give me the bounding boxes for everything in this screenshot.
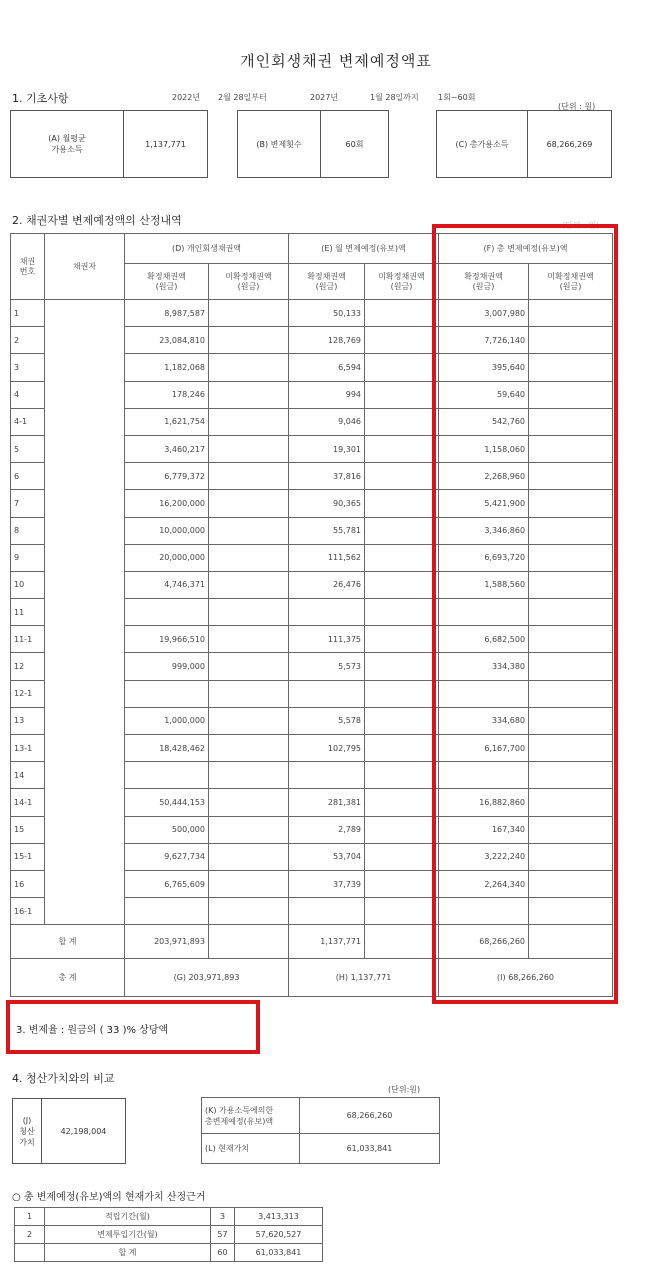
total-g: (G) 203,971,893 <box>125 959 289 997</box>
row-e-confirmed: 111,375 <box>289 626 365 653</box>
row-d-unconfirmed <box>209 517 289 544</box>
row-d-confirmed: 3,460,217 <box>125 435 209 462</box>
row-d-unconfirmed <box>209 571 289 598</box>
row-d-confirmed <box>125 599 209 626</box>
row-e-unconfirmed <box>365 599 439 626</box>
row-d-confirmed: 50,444,153 <box>125 789 209 816</box>
row-e-confirmed: 37,739 <box>289 870 365 897</box>
head-no: 채권 번호 <box>11 234 45 300</box>
comparison-table <box>201 1097 440 1164</box>
pv-label: 적립기간(월) <box>45 1208 211 1226</box>
row-e-unconfirmed <box>365 490 439 517</box>
row-e-confirmed: 9,046 <box>289 408 365 435</box>
row-d-confirmed: 1,000,000 <box>125 707 209 734</box>
pv-total-months: 60 <box>211 1244 235 1262</box>
creditor-names-column <box>45 300 125 925</box>
box-c-label: (C) 총가용소득 <box>437 111 528 177</box>
head-f: (F) 총 변제예정(유보)액 <box>439 234 613 264</box>
box-a-label: (A) 월평균 가용소득 <box>11 111 124 177</box>
period-start: 2022년 <box>172 93 201 102</box>
row-no: 14-1 <box>11 789 45 816</box>
row-no: 15 <box>11 816 45 843</box>
row-d-unconfirmed <box>209 463 289 490</box>
row-f-confirmed: 334,680 <box>439 707 529 734</box>
pv-row <box>15 1208 323 1226</box>
sum-label: 합 계 <box>11 925 125 959</box>
row-e-unconfirmed <box>365 653 439 680</box>
sum-f: 68,266,260 <box>439 925 529 959</box>
highlight-f-column <box>432 224 618 1004</box>
pv-months: 57 <box>211 1226 235 1244</box>
total-h: (H) 1,137,771 <box>289 959 439 997</box>
row-f-confirmed: 395,640 <box>439 354 529 381</box>
row-d-confirmed <box>125 762 209 789</box>
row-e-unconfirmed <box>365 354 439 381</box>
row-d-confirmed: 1,182,068 <box>125 354 209 381</box>
row-d-confirmed: 9,627,734 <box>125 843 209 870</box>
row-no: 13 <box>11 707 45 734</box>
row-f-confirmed: 6,682,500 <box>439 626 529 653</box>
row-e-confirmed: 55,781 <box>289 517 365 544</box>
row-d-confirmed: 4,746,371 <box>125 571 209 598</box>
row-f-confirmed: 6,693,720 <box>439 544 529 571</box>
row-e-confirmed: 19,301 <box>289 435 365 462</box>
row-e-confirmed: 128,769 <box>289 327 365 354</box>
box-b-label: (B) 변제횟수 <box>238 111 321 177</box>
row-e-unconfirmed <box>365 544 439 571</box>
row-f-confirmed: 1,158,060 <box>439 435 529 462</box>
row-d-confirmed: 20,000,000 <box>125 544 209 571</box>
document-title: 개인회생채권 변제예정액표 <box>240 52 432 70</box>
box-c-value: 68,266,269 <box>546 139 593 149</box>
row-no: 11-1 <box>11 626 45 653</box>
section1-heading: 1. 기초사항 <box>12 92 69 105</box>
row-d-unconfirmed <box>209 870 289 897</box>
row-e-confirmed: 2,789 <box>289 816 365 843</box>
row-e-confirmed: 5,578 <box>289 707 365 734</box>
row-f-confirmed: 2,268,960 <box>439 463 529 490</box>
row-d-confirmed: 23,084,810 <box>125 327 209 354</box>
row-e-confirmed: 90,365 <box>289 490 365 517</box>
row-d-unconfirmed <box>209 599 289 626</box>
row-e-confirmed: 5,573 <box>289 653 365 680</box>
row-d-confirmed <box>125 680 209 707</box>
row-f-confirmed: 542,760 <box>439 408 529 435</box>
row-e-unconfirmed <box>365 898 439 925</box>
row-e-unconfirmed <box>365 327 439 354</box>
row-d-unconfirmed <box>209 626 289 653</box>
row-f-confirmed: 3,222,240 <box>439 843 529 870</box>
pv-no: 2 <box>15 1226 45 1244</box>
row-d-unconfirmed <box>209 762 289 789</box>
box-j-value: 42,198,004 <box>60 1126 107 1136</box>
row-no: 6 <box>11 463 45 490</box>
row-d-confirmed: 19,966,510 <box>125 626 209 653</box>
pv-months: 3 <box>211 1208 235 1226</box>
row-e-confirmed <box>289 762 365 789</box>
row-d-unconfirmed <box>209 680 289 707</box>
row-f-confirmed: 1,588,560 <box>439 571 529 598</box>
row-d-unconfirmed <box>209 490 289 517</box>
box-k-label: (K) 가용소득에의한 총변제예정(유보)액 <box>202 1098 300 1134</box>
row-d-unconfirmed <box>209 327 289 354</box>
row-d-confirmed: 16,200,000 <box>125 490 209 517</box>
row-d-unconfirmed <box>209 544 289 571</box>
row-no: 10 <box>11 571 45 598</box>
pv-value: 57,620,527 <box>235 1226 323 1244</box>
section5-heading: ○ 총 변제예정(유보)액의 현재가치 산정근거 <box>12 1192 206 1203</box>
row-f-confirmed: 16,882,860 <box>439 789 529 816</box>
row-f-confirmed: 334,380 <box>439 653 529 680</box>
sum-d: 203,971,893 <box>125 925 209 959</box>
row-no: 5 <box>11 435 45 462</box>
row-e-confirmed: 6,594 <box>289 354 365 381</box>
row-f-confirmed: 5,421,900 <box>439 490 529 517</box>
repayment-rate: 3. 변제율 : 원금의 ( 33 )% 상당액 <box>16 1025 169 1036</box>
row-d-confirmed <box>125 898 209 925</box>
row-d-unconfirmed <box>209 707 289 734</box>
row-no: 7 <box>11 490 45 517</box>
row-e-unconfirmed <box>365 571 439 598</box>
pv-label: 변제투입기간(월) <box>45 1226 211 1244</box>
row-e-unconfirmed <box>365 735 439 762</box>
row-e-unconfirmed <box>365 408 439 435</box>
row-e-confirmed: 994 <box>289 381 365 408</box>
total-i: (I) 68,266,260 <box>439 959 613 997</box>
row-no: 8 <box>11 517 45 544</box>
row-f-confirmed: 7,726,140 <box>439 327 529 354</box>
head-creditor: 채권자 <box>45 234 125 300</box>
row-no: 3 <box>11 354 45 381</box>
row-e-confirmed: 111,562 <box>289 544 365 571</box>
section4-heading: 4. 청산가치와의 비교 <box>12 1072 115 1085</box>
row-d-unconfirmed <box>209 381 289 408</box>
row-no: 9 <box>11 544 45 571</box>
row-no: 14 <box>11 762 45 789</box>
pv-total-value: 61,033,841 <box>235 1244 323 1262</box>
row-d-confirmed: 1,621,754 <box>125 408 209 435</box>
row-e-unconfirmed <box>365 517 439 544</box>
pv-row <box>15 1226 323 1244</box>
row-e-confirmed: 53,704 <box>289 843 365 870</box>
pv-total-row <box>15 1244 323 1262</box>
section2-heading: 2. 채권자별 변제예정액의 산정내역 <box>12 214 182 227</box>
row-e-unconfirmed <box>365 381 439 408</box>
row-d-unconfirmed <box>209 816 289 843</box>
row-e-confirmed: 281,381 <box>289 789 365 816</box>
row-d-unconfirmed <box>209 789 289 816</box>
section1-unit: (단위 : 원) <box>558 102 596 111</box>
period-start-md: 2월 28일부터 <box>218 93 267 102</box>
row-e-unconfirmed <box>365 843 439 870</box>
row-d-confirmed: 8,987,587 <box>125 300 209 327</box>
row-e-unconfirmed <box>365 680 439 707</box>
row-no: 16-1 <box>11 898 45 925</box>
row-no: 1 <box>11 300 45 327</box>
row-e-unconfirmed <box>365 762 439 789</box>
row-d-unconfirmed <box>209 354 289 381</box>
head-d-unconfirmed: 미확정채권액 (원금) <box>209 264 289 300</box>
period-count: 1회~60회 <box>438 93 476 102</box>
sum-e: 1,137,771 <box>289 925 365 959</box>
box-b <box>237 110 389 178</box>
row-e-unconfirmed <box>365 626 439 653</box>
row-e-confirmed: 37,816 <box>289 463 365 490</box>
box-j-label: (J) 청산 가치 <box>13 1099 42 1163</box>
row-no: 4-1 <box>11 408 45 435</box>
box-l-label: (L) 현재가치 <box>202 1134 300 1164</box>
box-a <box>10 110 208 178</box>
row-e-unconfirmed <box>365 435 439 462</box>
row-no: 13-1 <box>11 735 45 762</box>
box-a-value: 1,137,771 <box>145 139 186 149</box>
row-e-confirmed: 50,133 <box>289 300 365 327</box>
row-f-confirmed: 167,340 <box>439 816 529 843</box>
box-j <box>12 1098 126 1164</box>
row-f-confirmed: 59,640 <box>439 381 529 408</box>
row-e-unconfirmed <box>365 463 439 490</box>
total-label: 총 계 <box>11 959 125 997</box>
row-f-confirmed: 6,167,700 <box>439 735 529 762</box>
row-no: 4 <box>11 381 45 408</box>
row-no: 12-1 <box>11 680 45 707</box>
row-d-unconfirmed <box>209 435 289 462</box>
row-no: 2 <box>11 327 45 354</box>
row-e-confirmed <box>289 599 365 626</box>
row-f-confirmed: 3,007,980 <box>439 300 529 327</box>
row-d-unconfirmed <box>209 408 289 435</box>
row-d-unconfirmed <box>209 300 289 327</box>
head-e-unconfirmed: 미확정채권액 (원금) <box>365 264 439 300</box>
pv-no: 1 <box>15 1208 45 1226</box>
head-f-unconfirmed: 미확정채권액 (원금) <box>529 264 613 300</box>
sum-e-unconfirmed <box>365 925 439 959</box>
row-no: 15-1 <box>11 843 45 870</box>
row-e-unconfirmed <box>365 816 439 843</box>
row-d-unconfirmed <box>209 898 289 925</box>
head-d: (D) 개인회생채권액 <box>125 234 289 264</box>
box-k-value: 68,266,260 <box>300 1098 440 1134</box>
box-b-value: 60회 <box>345 139 364 149</box>
row-no: 11 <box>11 599 45 626</box>
row-d-confirmed: 6,779,372 <box>125 463 209 490</box>
row-f-confirmed: 2,264,340 <box>439 870 529 897</box>
period-end: 2027년 <box>310 93 339 102</box>
row-e-unconfirmed <box>365 300 439 327</box>
row-d-unconfirmed <box>209 735 289 762</box>
period-end-md: 1월 28일까지 <box>370 93 419 102</box>
row-d-unconfirmed <box>209 843 289 870</box>
row-e-unconfirmed <box>365 707 439 734</box>
row-e-confirmed <box>289 680 365 707</box>
row-e-unconfirmed <box>365 870 439 897</box>
pv-total-blank <box>15 1244 45 1262</box>
row-d-confirmed: 6,765,609 <box>125 870 209 897</box>
row-no: 12 <box>11 653 45 680</box>
head-e-confirmed: 확정채권액 (원금) <box>289 264 365 300</box>
head-d-confirmed: 확정채권액 (원금) <box>125 264 209 300</box>
sum-d-unconfirmed <box>209 925 289 959</box>
row-d-confirmed: 178,246 <box>125 381 209 408</box>
box-c <box>436 110 612 178</box>
pv-value: 3,413,313 <box>235 1208 323 1226</box>
row-d-unconfirmed <box>209 653 289 680</box>
row-no: 16 <box>11 870 45 897</box>
row-d-confirmed: 999,000 <box>125 653 209 680</box>
pv-total-label: 합 계 <box>45 1244 211 1262</box>
row-d-confirmed: 18,428,462 <box>125 735 209 762</box>
present-value-table <box>14 1207 323 1262</box>
head-f-confirmed: 확정채권액 (원금) <box>439 264 529 300</box>
row-e-confirmed: 102,795 <box>289 735 365 762</box>
row-d-confirmed: 10,000,000 <box>125 517 209 544</box>
row-e-confirmed: 26,476 <box>289 571 365 598</box>
box-l-value: 61,033,841 <box>300 1134 440 1164</box>
section2-unit: (단위 : 원) <box>562 221 600 230</box>
row-e-unconfirmed <box>365 789 439 816</box>
row-f-confirmed: 3,346,860 <box>439 517 529 544</box>
head-e: (E) 월 변제예정(유보)액 <box>289 234 439 264</box>
section4-unit: (단위:원) <box>388 1085 421 1094</box>
row-e-confirmed <box>289 898 365 925</box>
row-d-confirmed: 500,000 <box>125 816 209 843</box>
